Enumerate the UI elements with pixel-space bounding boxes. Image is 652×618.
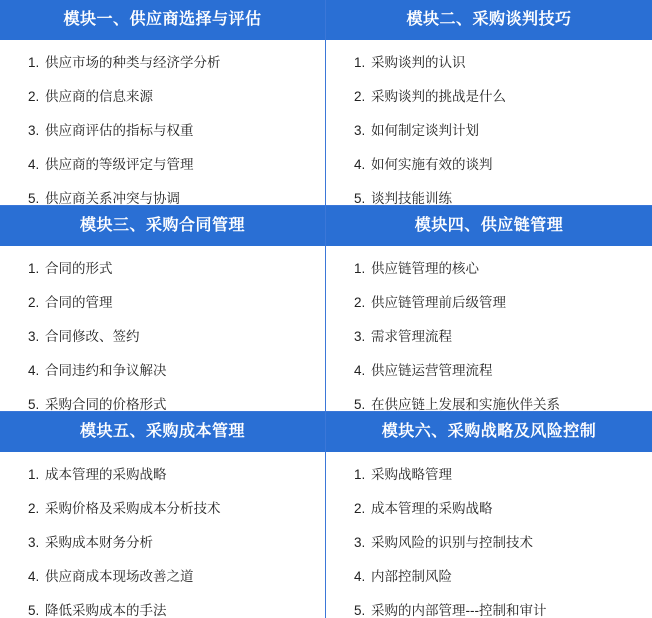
list-item-label: 采购谈判的挑战是什么	[371, 89, 506, 104]
list-item-label: 供应市场的种类与经济学分析	[45, 55, 221, 70]
list-item-label: 供应链管理的核心	[371, 261, 479, 276]
list-item	[0, 54, 325, 71]
list-item-number: 1.	[354, 261, 366, 276]
list-item	[0, 396, 325, 412]
list-item-label: 采购谈判的认识	[371, 55, 466, 70]
module-card-4	[326, 206, 652, 412]
list-item-number: 4.	[354, 157, 366, 172]
list-item-label: 合同违约和争议解决	[45, 363, 167, 378]
list-item-label: 供应商的信息来源	[45, 89, 153, 104]
list-item-number: 2.	[28, 89, 40, 104]
list-item-number: 5.	[28, 603, 40, 618]
list-item-label: 合同的管理	[45, 295, 113, 310]
list-item-label: 降低采购成本的手法	[45, 603, 167, 618]
module-title-5: 模块五、采购成本管理	[0, 412, 325, 452]
list-item-label: 如何制定谈判计划	[371, 123, 479, 138]
list-item	[0, 122, 325, 139]
list-item-number: 3.	[28, 123, 40, 138]
list-item-label: 成本管理的采购战略	[45, 467, 167, 482]
list-item	[326, 156, 652, 173]
module-item-list-3	[0, 246, 325, 412]
list-item	[0, 156, 325, 173]
module-title-3: 模块三、采购合同管理	[0, 206, 325, 246]
list-item-number: 1.	[28, 261, 40, 276]
list-item-label: 供应商的等级评定与管理	[45, 157, 194, 172]
list-item-label: 在供应链上发展和实施伙伴关系	[371, 397, 560, 412]
list-item-label: 供应链管理前后级管理	[371, 295, 506, 310]
list-item	[0, 328, 325, 345]
list-item	[0, 534, 325, 551]
list-item-number: 4.	[28, 569, 40, 584]
list-item-number: 3.	[28, 535, 40, 550]
list-item-label: 采购风险的识别与控制技术	[371, 535, 533, 550]
list-item-number: 2.	[354, 89, 366, 104]
module-card-2	[326, 0, 652, 206]
list-item	[0, 466, 325, 483]
list-item-label: 供应商评估的指标与权重	[45, 123, 194, 138]
list-item-label: 合同的形式	[45, 261, 113, 276]
module-item-list-5	[0, 452, 325, 618]
list-item-label: 供应链运营管理流程	[371, 363, 493, 378]
list-item-number: 1.	[354, 55, 366, 70]
list-item	[326, 466, 652, 483]
module-card-5	[0, 412, 326, 618]
module-title-6: 模块六、采购战略及风险控制	[326, 412, 652, 452]
list-item	[0, 362, 325, 379]
list-item-label: 采购的内部管理---控制和审计	[371, 603, 547, 618]
list-item-number: 5.	[354, 191, 366, 206]
module-card-6	[326, 412, 652, 618]
module-title-2: 模块二、采购谈判技巧	[326, 0, 652, 40]
list-item-number: 4.	[354, 363, 366, 378]
list-item-label: 采购价格及采购成本分析技术	[45, 501, 221, 516]
list-item-label: 谈判技能训练	[371, 191, 452, 206]
module-card-1	[0, 0, 326, 206]
module-item-list-2	[326, 40, 652, 206]
list-item-number: 1.	[28, 467, 40, 482]
list-item	[326, 190, 652, 206]
list-item-number: 2.	[354, 501, 366, 516]
list-item-number: 5.	[354, 397, 366, 412]
list-item	[326, 260, 652, 277]
list-item-number: 3.	[354, 329, 366, 344]
list-item-label: 合同修改、签约	[45, 329, 140, 344]
module-title-1: 模块一、供应商选择与评估	[0, 0, 325, 40]
list-item	[0, 260, 325, 277]
list-item	[0, 500, 325, 517]
list-item-label: 采购成本财务分析	[45, 535, 153, 550]
list-item	[326, 88, 652, 105]
list-item	[0, 294, 325, 311]
module-title-4: 模块四、供应链管理	[326, 206, 652, 246]
list-item-number: 4.	[28, 157, 40, 172]
list-item	[0, 602, 325, 618]
list-item	[326, 500, 652, 517]
module-card-3	[0, 206, 326, 412]
list-item-number: 4.	[28, 363, 40, 378]
list-item-number: 5.	[28, 397, 40, 412]
list-item-number: 2.	[28, 295, 40, 310]
module-item-list-4	[326, 246, 652, 412]
list-item-number: 3.	[354, 123, 366, 138]
list-item	[0, 568, 325, 585]
list-item	[0, 190, 325, 206]
list-item-label: 供应商成本现场改善之道	[45, 569, 194, 584]
list-item	[326, 534, 652, 551]
list-item	[326, 294, 652, 311]
list-item-label: 需求管理流程	[371, 329, 452, 344]
list-item-number: 2.	[354, 295, 366, 310]
list-item-number: 5.	[354, 603, 366, 618]
list-item-label: 内部控制风险	[371, 569, 452, 584]
list-item-number: 3.	[28, 329, 40, 344]
list-item	[326, 328, 652, 345]
list-item	[0, 88, 325, 105]
list-item	[326, 54, 652, 71]
list-item	[326, 602, 652, 618]
list-item-number: 2.	[28, 501, 40, 516]
list-item-number: 1.	[354, 467, 366, 482]
list-item	[326, 568, 652, 585]
list-item-number: 3.	[354, 535, 366, 550]
list-item	[326, 396, 652, 412]
list-item-number: 4.	[354, 569, 366, 584]
list-item-label: 成本管理的采购战略	[371, 501, 493, 516]
list-item	[326, 122, 652, 139]
list-item-label: 采购合同的价格形式	[45, 397, 167, 412]
list-item-number: 5.	[28, 191, 40, 206]
module-item-list-6	[326, 452, 652, 618]
list-item-number: 1.	[28, 55, 40, 70]
module-item-list-1	[0, 40, 325, 206]
list-item-label: 供应商关系冲突与协调	[45, 191, 180, 206]
list-item	[326, 362, 652, 379]
list-item-label: 采购战略管理	[371, 467, 452, 482]
list-item-label: 如何实施有效的谈判	[371, 157, 493, 172]
